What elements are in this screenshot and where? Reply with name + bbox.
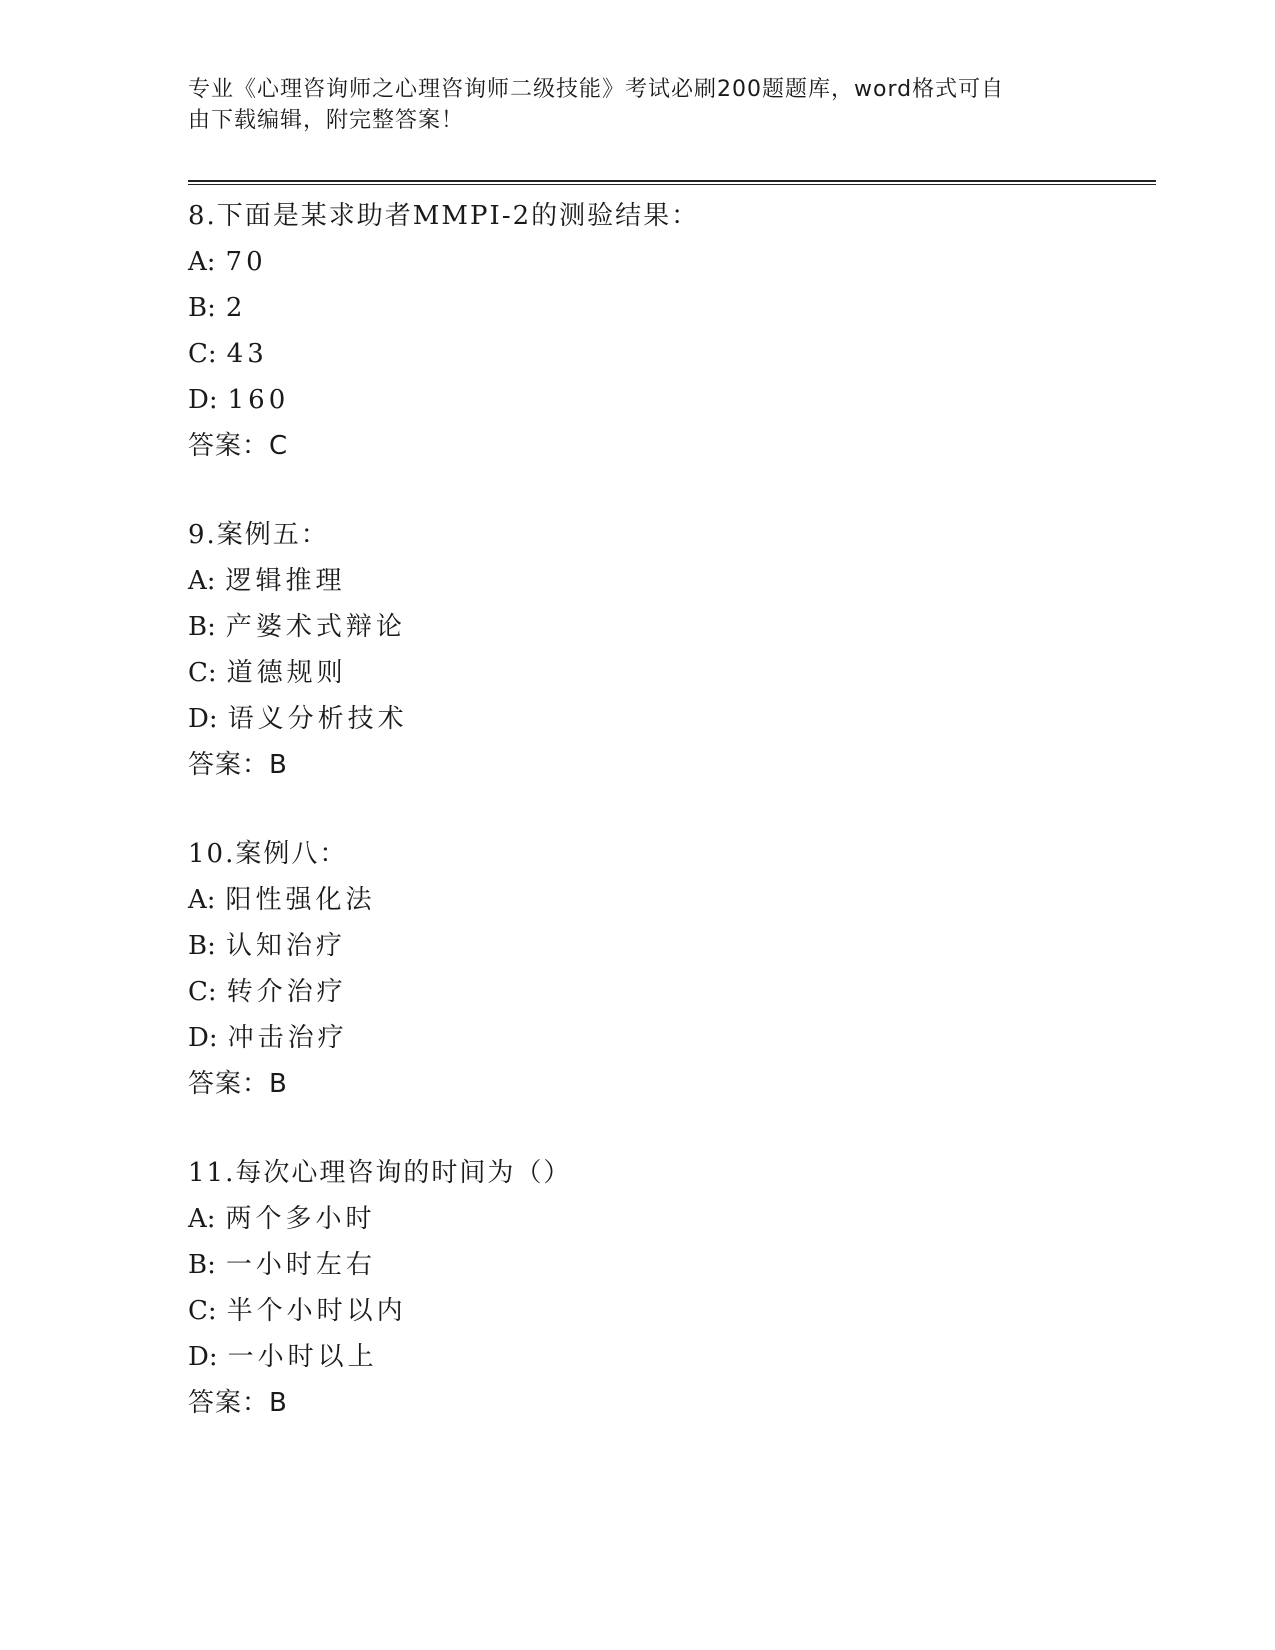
option-text: 一小时以上	[227, 1342, 378, 1372]
option-label: A:	[188, 247, 216, 277]
option-label: A:	[188, 1204, 216, 1234]
option-b	[188, 923, 1156, 969]
option-text: 160	[227, 385, 290, 415]
option-label: B:	[188, 1250, 216, 1280]
option-text: 产婆术式辩论	[225, 612, 406, 642]
header-divider-thin	[188, 184, 1156, 185]
option-text: 逻辑推理	[225, 566, 346, 596]
option-text: 冲击治疗	[227, 1023, 348, 1053]
option-label: D:	[188, 1342, 218, 1372]
option-d	[188, 696, 1156, 742]
intro-line-2: 由下载编辑，附完整答案！	[188, 108, 465, 133]
option-text: 2	[225, 293, 247, 323]
option-a	[188, 1196, 1156, 1242]
option-text: 两个多小时	[225, 1204, 376, 1234]
answer-line: 答案：C	[188, 431, 289, 461]
option-text: 43	[226, 339, 268, 369]
option-text: 半个小时以内	[226, 1296, 407, 1326]
option-d	[188, 1015, 1156, 1061]
option-text: 道德规则	[226, 658, 347, 688]
answer-line: 答案：B	[188, 750, 288, 780]
option-label: A:	[188, 885, 216, 915]
option-label: D:	[188, 704, 218, 734]
option-text: 70	[225, 247, 267, 277]
option-d	[188, 1334, 1156, 1380]
option-label: C:	[188, 1296, 217, 1326]
option-label: B:	[188, 293, 216, 323]
question-title: 10.案例八：	[188, 839, 348, 869]
option-text: 阳性强化法	[225, 885, 376, 915]
question-11	[188, 1150, 1156, 1426]
option-text: 一小时左右	[225, 1250, 376, 1280]
option-a	[188, 239, 1156, 285]
question-9	[188, 512, 1156, 788]
option-label: D:	[188, 1023, 218, 1053]
option-b	[188, 285, 1156, 331]
header-divider-thick	[188, 180, 1156, 182]
option-label: B:	[188, 612, 216, 642]
option-text: 转介治疗	[226, 977, 347, 1007]
question-title: 9.案例五：	[188, 520, 329, 550]
option-d	[188, 377, 1156, 423]
intro-line-1: 专业《心理咨询师之心理咨询师二级技能》考试必刷200题题库，word格式可自	[188, 77, 1005, 102]
question-8	[188, 193, 1156, 469]
option-text: 认知治疗	[225, 931, 346, 961]
option-label: C:	[188, 658, 217, 688]
answer-line: 答案：B	[188, 1388, 288, 1418]
option-label: D:	[188, 385, 218, 415]
option-c	[188, 1288, 1156, 1334]
option-c	[188, 969, 1156, 1015]
answer-line: 答案：B	[188, 1069, 288, 1099]
option-b	[188, 604, 1156, 650]
option-label: C:	[188, 339, 217, 369]
option-b	[188, 1242, 1156, 1288]
option-label: A:	[188, 566, 216, 596]
option-a	[188, 877, 1156, 923]
option-c	[188, 331, 1156, 377]
question-title: 11.每次心理咨询的时间为（）	[188, 1158, 572, 1188]
option-a	[188, 558, 1156, 604]
option-text: 语义分析技术	[227, 704, 408, 734]
option-label: C:	[188, 977, 217, 1007]
question-list	[188, 193, 1156, 1469]
option-c	[188, 650, 1156, 696]
question-10	[188, 831, 1156, 1107]
document-intro	[188, 74, 1068, 136]
question-title: 8.下面是某求助者MMPI-2的测验结果：	[188, 201, 700, 231]
option-label: B:	[188, 931, 216, 961]
